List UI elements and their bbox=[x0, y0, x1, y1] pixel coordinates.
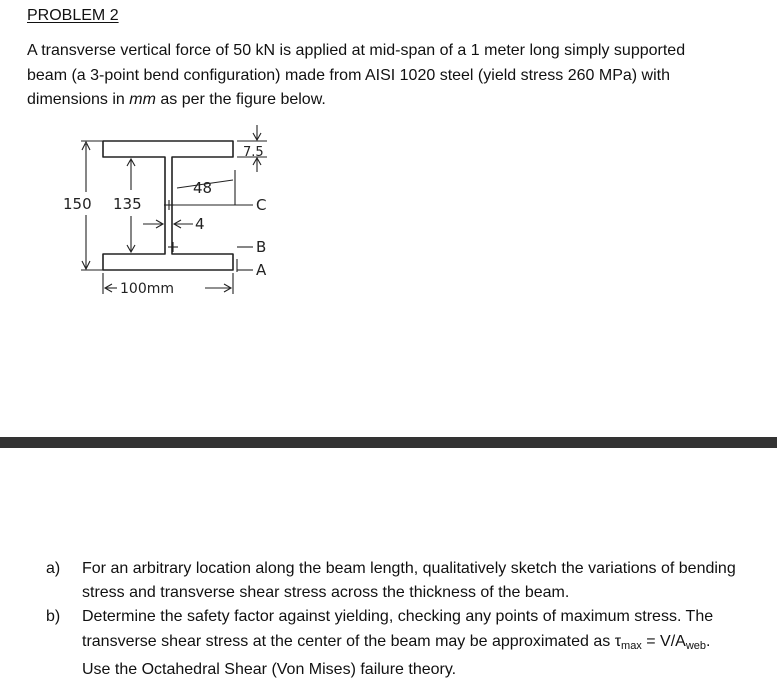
section-divider bbox=[0, 437, 777, 448]
i-beam-sketch bbox=[55, 120, 295, 305]
question-b-text bbox=[82, 605, 736, 682]
label-total-height: 150 bbox=[63, 195, 92, 213]
subscript-web: web bbox=[685, 639, 707, 652]
label-centroid-distance: 48 bbox=[193, 179, 213, 197]
label-web-height: 135 bbox=[113, 195, 142, 213]
problem-title: PROBLEM 2 bbox=[27, 7, 119, 24]
point-c-label: C bbox=[256, 196, 267, 214]
question-b-part3: . Use the Octahedral Shear (Von Mises) failure theory. bbox=[82, 632, 711, 678]
question-b bbox=[46, 605, 736, 682]
question-list bbox=[46, 557, 736, 682]
question-a bbox=[46, 557, 736, 605]
question-b-letter: b) bbox=[46, 608, 61, 626]
label-width: 100mm bbox=[120, 281, 174, 297]
point-a-label: A bbox=[256, 261, 267, 279]
intro-unit: mm bbox=[129, 91, 156, 108]
point-b-label: B bbox=[256, 238, 267, 256]
label-flange-thickness: 7.5 bbox=[243, 145, 264, 160]
subscript-max: max bbox=[621, 639, 642, 652]
problem-statement bbox=[27, 39, 727, 113]
question-b-part1: Determine the safety factor against yielding, checking any points of maximum stress. The transverse shear stress at the center of the beam may be approximated as τ bbox=[82, 608, 714, 650]
intro-text-2: as per the figure below. bbox=[155, 91, 326, 108]
question-b-part2: = V/A bbox=[641, 632, 686, 650]
question-a-text: For an arbitrary location along the beam length, qualitatively sketch the variations of bending stress and transverse shear stress across the thickness of the beam. bbox=[82, 560, 736, 602]
beam-cross-section-figure bbox=[55, 120, 295, 305]
intro-text-1: A transverse vertical force of 50 kN is applied at mid-span of a 1 meter long simply supported beam (a 3-point bend configuration) made from AISI 1020 steel (yield stress 260 MPa) with dimensions in bbox=[27, 42, 686, 108]
question-a-letter: a) bbox=[46, 560, 61, 577]
label-web-thickness: 4 bbox=[195, 215, 205, 233]
